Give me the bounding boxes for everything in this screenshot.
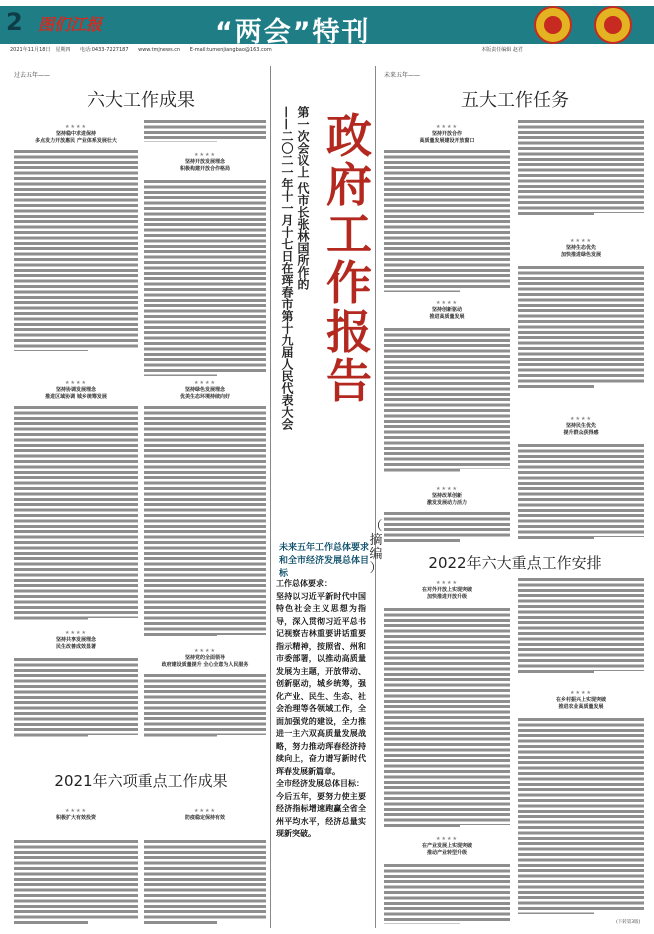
section-headline: 2022年六大重点工作安排	[428, 554, 602, 572]
report-title: 政 府 工 作 报 告	[326, 109, 372, 408]
subsection-heading: ★★★★ 坚持开放合作 高质量发展建设开放窗口	[419, 124, 475, 144]
subsection-heading: ★★★★ 坚持党的全面领导 政府建设质量提升 全心全意为人民服务	[161, 648, 249, 668]
article-text-block	[14, 406, 138, 621]
subsection-heading: ★★★★ 坚持开放发展理念 积极构建开放合作格局	[179, 152, 230, 172]
national-emblem-icon	[534, 6, 572, 44]
goals-body: 工作总体要求： 坚持以习近平新时代中国特色社会主义思想为指导，深入贯彻习近平总书记视察吉林重要讲话重要指示精神，按照省、州和市委部署，以推动高质量发展为主题，开放带动、创新驱动，城乡统筹，强化产业、民生、生态、社会治理等各领域工作，全面加强党的建设，全力推进一主六双高质量发展战略，努力推动珲春经济持续向上，奋力谱写新时代珲春发展新篇章。 全市经济发展总体目标： 今后五年，要努力使主要经济指标增速跑赢全省全州平均水平，经济总量实现新突破。	[276, 579, 366, 838]
section-tag: 过去五年——	[14, 72, 51, 79]
editor-credit: 本版责任编辑 赵君	[481, 47, 523, 53]
article-text-block	[144, 674, 266, 738]
article-text-block	[144, 840, 266, 924]
article-text-block	[144, 120, 266, 142]
article-text-block	[518, 444, 644, 540]
subsection-heading: ★★★★ 坚持稳中求进保持 多点发力开放惠民 产业体系发展壮大	[35, 124, 117, 144]
subsection-heading: ★★★★ 坚持共享发展理念 民生改善成效显著	[55, 630, 96, 650]
subsection-heading: ★★★★ 坚持创新驱动 推进高质量发展	[429, 300, 465, 320]
issue-date: 2021年11月18日 星期四	[10, 47, 71, 53]
subsection-heading: ★★★★ 在对外开放上实现突破 加快推进开放升级	[421, 580, 472, 600]
report-subtitle-line: 第一次会议上 代市长张林国所作的	[296, 106, 310, 291]
subsection-heading: ★★★★ 积极扩大有效投资	[55, 808, 96, 821]
masthead	[0, 0, 654, 60]
subsection-heading: ★★★★ 在产业发展上实现突破 推动产业转型升级	[421, 836, 472, 856]
article-text-block	[14, 658, 138, 738]
section-headline: 六大工作成果	[87, 90, 195, 111]
party-emblem-icon	[594, 6, 632, 44]
subsection-heading: ★★★★ 坚持民生优先 提升群众获得感	[563, 416, 599, 436]
article-text-block	[518, 266, 644, 388]
website: www.tmjnews.cn	[138, 47, 181, 53]
section-headline: 2021年六项重点工作成果	[54, 772, 228, 790]
article-text-block	[144, 406, 266, 638]
subsection-heading: ★★★★ 坚持协调发展理念 推进区域协调 城乡统筹发展	[45, 380, 107, 400]
article-text-block	[518, 120, 644, 216]
section-headline: 五大工作任务	[461, 90, 569, 111]
subsection-heading: ★★★★ 防疫稳定保持有效	[184, 808, 225, 821]
article-text-block	[518, 578, 644, 674]
section-tag: 未来五年——	[384, 72, 421, 79]
article-text-block	[384, 608, 510, 828]
subsection-heading: ★★★★ 坚持生态优先 加快推进绿色发展	[560, 238, 601, 258]
masthead-info-line	[10, 46, 531, 53]
article-text-block	[384, 328, 510, 472]
abridged-note: （ 摘 编 ）	[369, 519, 383, 576]
article-text-block	[384, 864, 510, 924]
special-issue-title: “两会”特刊	[215, 17, 371, 48]
newspaper-name: 图们江报	[38, 15, 103, 34]
subsection-heading: ★★★★ 坚持改革创新 激发发展动力活力	[426, 486, 467, 506]
phone-number: 电话:0433-7227187	[80, 47, 129, 53]
subsection-heading: ★★★★ 在乡村振兴上实现突破 推进农业高质量发展	[555, 690, 606, 710]
article-text-block	[14, 150, 138, 351]
article-text-block	[384, 150, 510, 292]
article-text-block	[144, 180, 266, 376]
subsection-heading: ★★★★ 坚持绿色发展理念 优美生态环境持续向好	[179, 380, 230, 400]
page-number: 2	[6, 8, 23, 36]
article-text-block	[518, 718, 644, 914]
article-text-block	[14, 840, 138, 924]
article-text-block	[384, 512, 510, 542]
email-address: E-mail:tumenjiangbao@163.com	[189, 47, 272, 53]
report-subtitle-line: ——二〇二一年十一月十七日在珲春市第十九届人民代表大会	[280, 106, 294, 430]
column-divider	[270, 66, 271, 928]
continued-note: (下转第3版)	[616, 920, 641, 925]
goals-heading: 未来五年工作总体要求和全市经济发展总体目标	[279, 543, 370, 579]
